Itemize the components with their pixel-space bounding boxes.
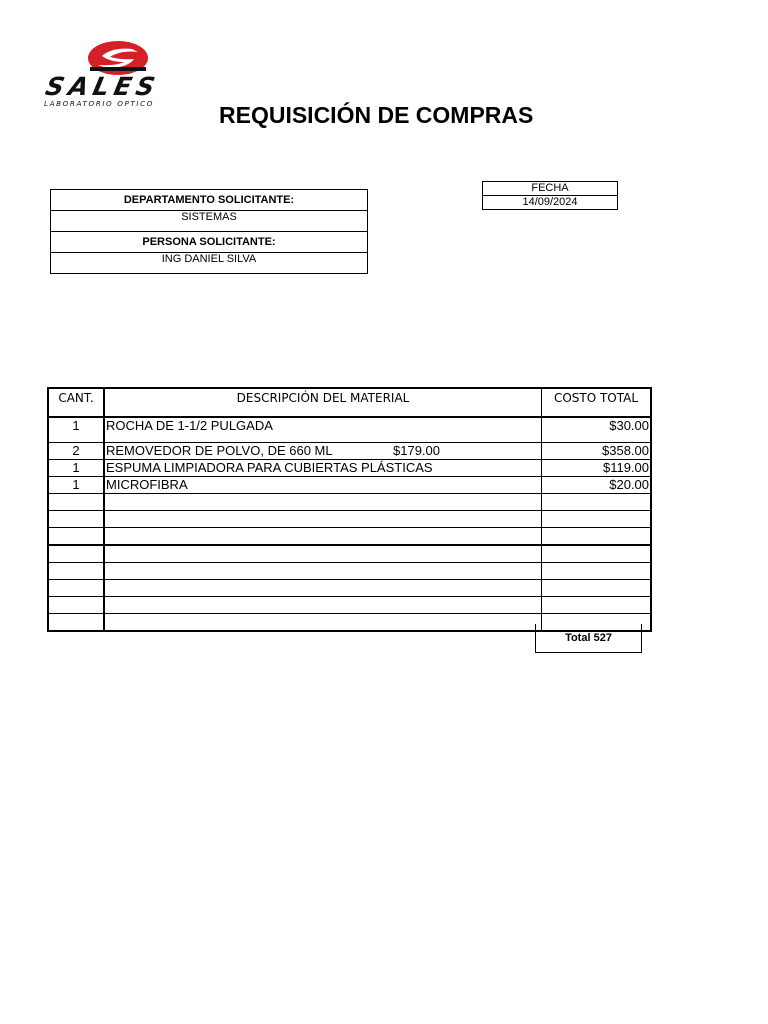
row-description [104, 528, 542, 546]
row-unit-price: $179.00 [393, 443, 440, 458]
row-description [104, 563, 542, 580]
row-description [104, 477, 542, 494]
row-qty: 2 [48, 443, 104, 460]
company-logo [40, 38, 206, 110]
row-description-text: MICROFIBRA [106, 477, 188, 492]
table-row [48, 417, 651, 443]
table-row [48, 511, 651, 528]
table-header-row [48, 388, 651, 417]
row-description [104, 511, 542, 528]
row-total: $358.00 [542, 443, 652, 460]
row-description [104, 443, 542, 460]
person-label: PERSONA SOLICITANTE: [51, 232, 367, 253]
table-row [48, 563, 651, 580]
row-total: $119.00 [542, 460, 652, 477]
date-value: 14/09/2024 [522, 196, 578, 208]
row-description [104, 545, 542, 563]
table-row [48, 528, 651, 546]
row-description-text: ROCHA DE 1-1/2 PULGADA [106, 418, 273, 433]
table-row [48, 460, 651, 477]
row-total [542, 528, 652, 546]
person-value: ING DANIEL SILVA [161, 253, 257, 265]
row-qty [48, 563, 104, 580]
row-description [104, 580, 542, 597]
row-total: $30.00 [542, 417, 652, 443]
table-row [48, 597, 651, 614]
department-value: SISTEMAS [51, 211, 367, 232]
row-qty [48, 494, 104, 511]
row-qty: 1 [48, 477, 104, 494]
row-description [104, 614, 542, 632]
row-total [542, 580, 652, 597]
page-title: REQUISICIÓN DE COMPRAS [219, 102, 534, 128]
date-label: FECHA [483, 182, 617, 196]
date-box [482, 181, 618, 210]
row-qty: 1 [48, 460, 104, 477]
description-header: DESCRIPCIÓN DEL MATERIAL [104, 388, 542, 417]
row-description [104, 597, 542, 614]
row-qty [48, 511, 104, 528]
row-qty: 1 [48, 417, 104, 443]
logo-subtitle: LABORATORIO OPTICO [44, 99, 154, 108]
table-row [48, 477, 651, 494]
department-label: DEPARTAMENTO SOLICITANTE: [51, 190, 367, 211]
row-description-text: REMOVEDOR DE POLVO, DE 660 ML [106, 443, 333, 458]
requester-info-box [50, 189, 368, 274]
row-qty [48, 545, 104, 563]
row-total [542, 563, 652, 580]
table-row [48, 580, 651, 597]
cost-header: COSTO TOTAL [542, 388, 652, 417]
row-total [542, 545, 652, 563]
row-qty [48, 614, 104, 632]
table-row [48, 443, 651, 460]
table-row [48, 545, 651, 563]
qty-header: CANT. [48, 388, 104, 417]
row-description [104, 460, 542, 477]
row-description [104, 494, 542, 511]
materials-table [47, 387, 652, 632]
row-total [542, 511, 652, 528]
row-qty [48, 580, 104, 597]
logo-brand-text: SALES [42, 72, 163, 101]
total-box: Total 527 [535, 624, 642, 653]
row-description [104, 417, 542, 443]
table-row [48, 494, 651, 511]
row-total: $20.00 [542, 477, 652, 494]
row-qty [48, 597, 104, 614]
row-description-text: ESPUMA LIMPIADORA PARA CUBIERTAS PLÁSTICAS [106, 460, 433, 475]
row-qty [48, 528, 104, 546]
row-total [542, 597, 652, 614]
row-total [542, 494, 652, 511]
